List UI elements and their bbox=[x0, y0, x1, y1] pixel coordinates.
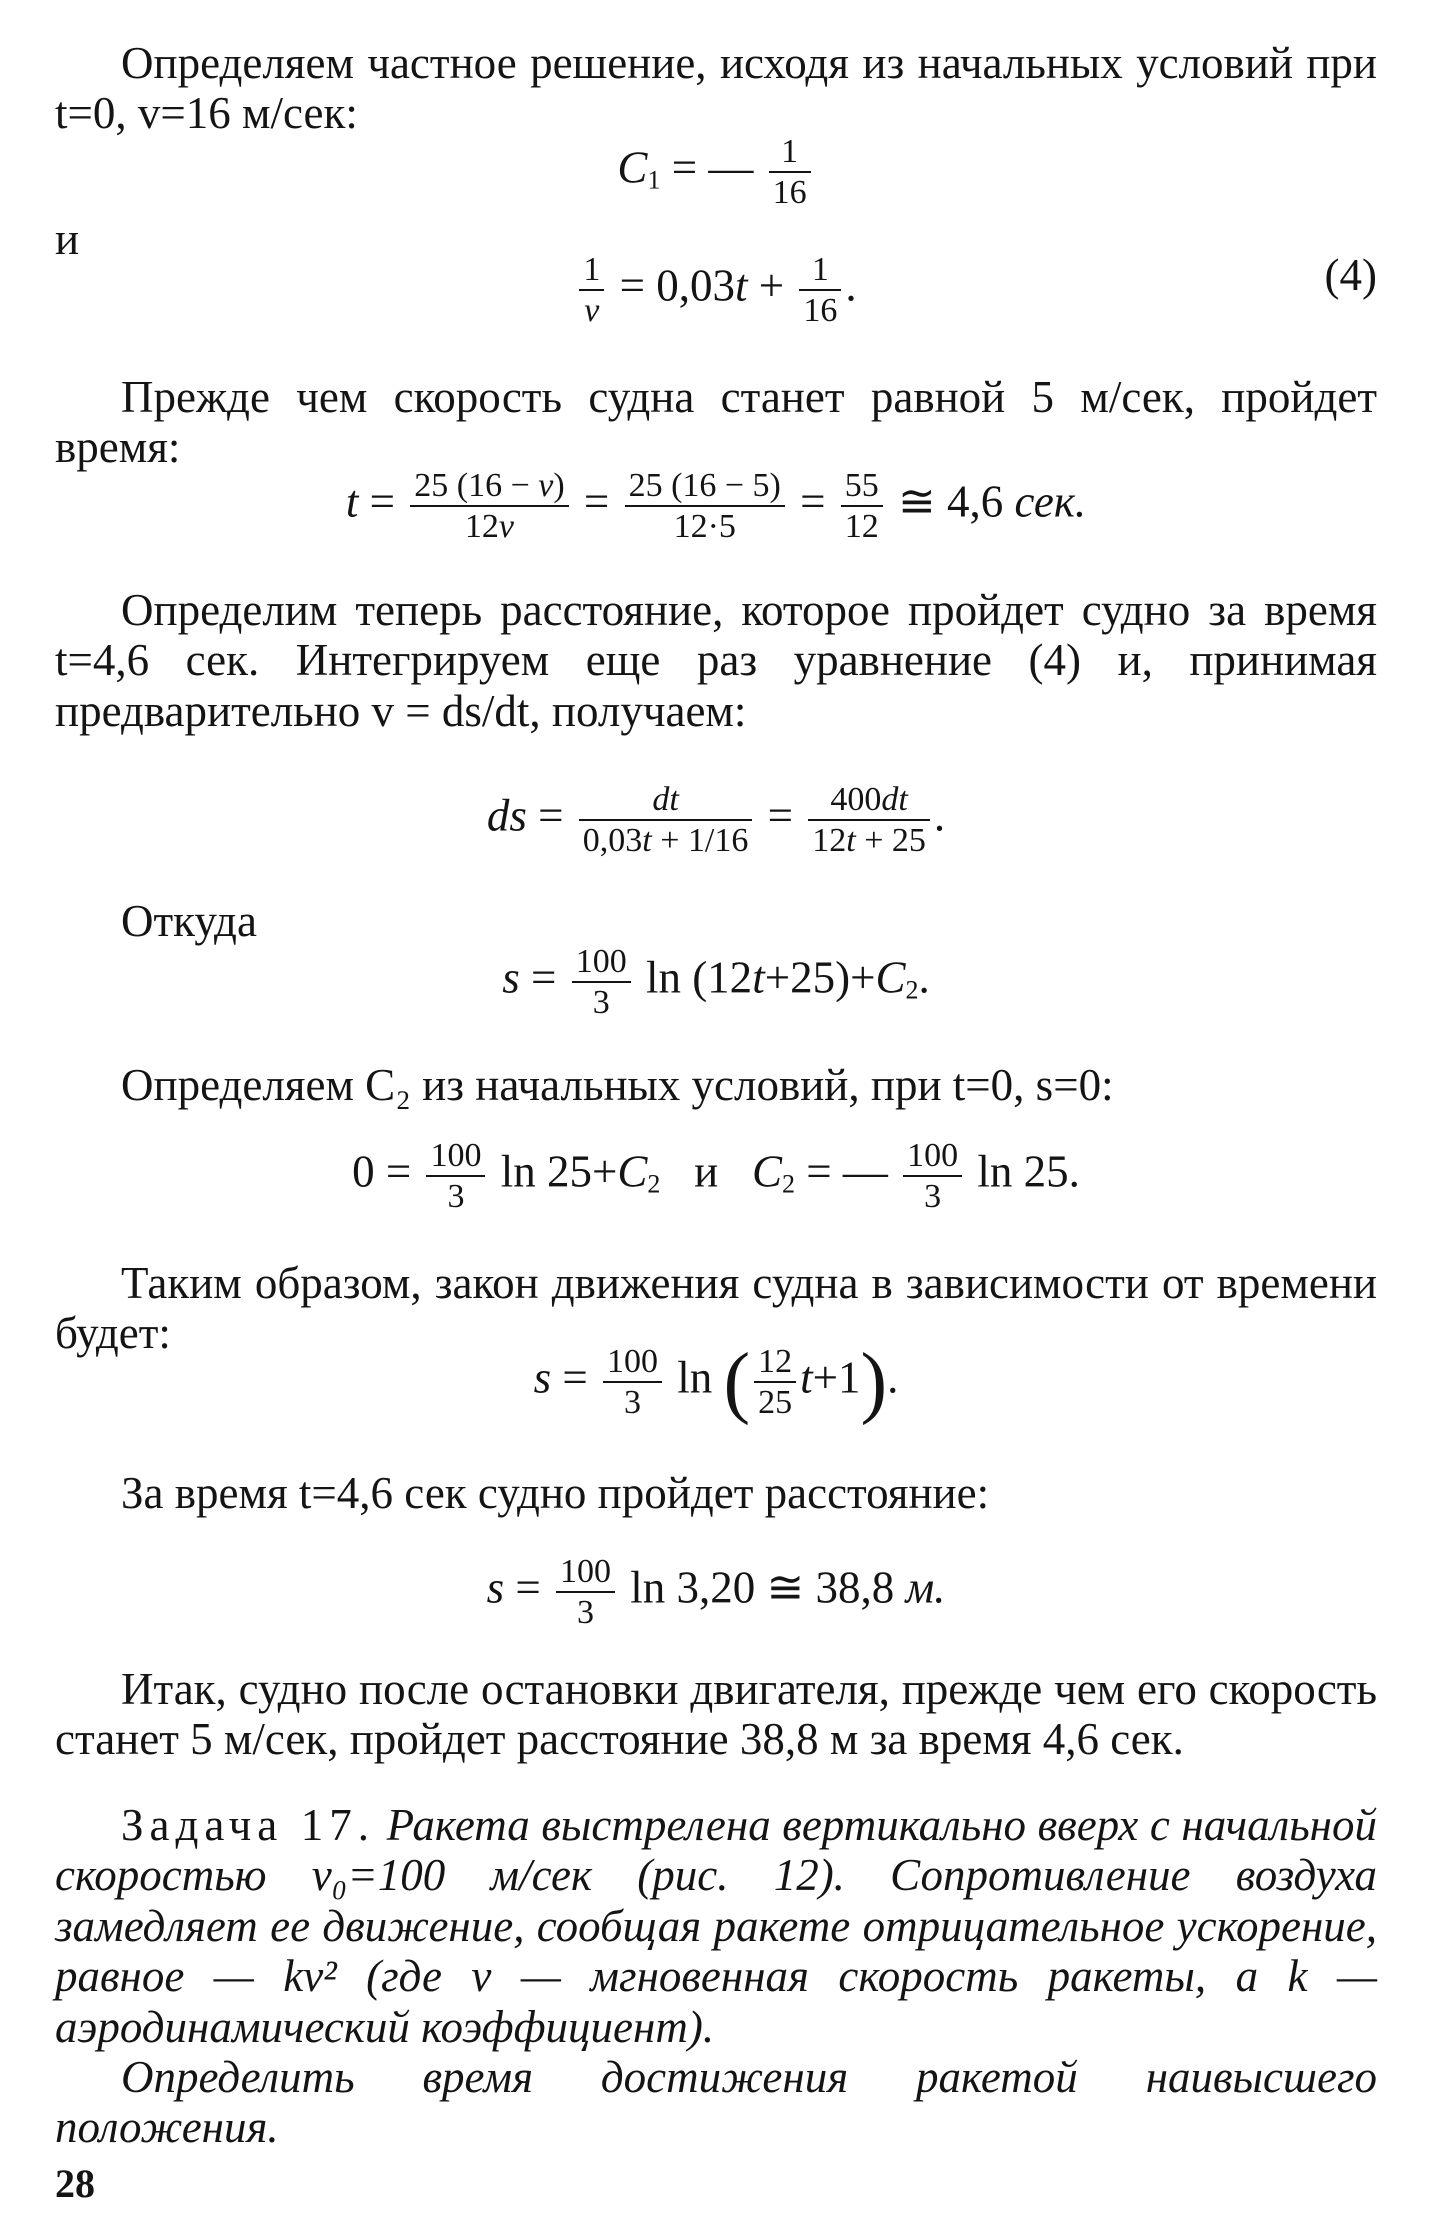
conjunction-and: и bbox=[55, 214, 80, 264]
equation-time: t = $\frac{25 (16 - v)}{12v}$ = $\frac{25 (16 - 5)}{12\cdot 5}$ = $\frac{55}{12}$ ≅ 4,6 сек. bbox=[345, 467, 1087, 546]
task-label: Задача 17. bbox=[121, 1800, 376, 1850]
equation-c2: 0 = $\frac{100}{3}$ $\ln 25+C_2$ и $C_2$ = — $\frac{100}{3}$ ln 25. bbox=[352, 1137, 1080, 1216]
task-17 bbox=[55, 1800, 1377, 2153]
paragraph-initial-conditions bbox=[55, 38, 1377, 139]
task-question: Определить время достижения ракетой наивысшего положения. bbox=[55, 2051, 1377, 2153]
equation-c1: $C_1$ = — $\frac{1}{16}$ bbox=[55, 132, 1377, 212]
paragraph-text: Определяем C₂ из начальных условий, при t=0, s=0: bbox=[121, 1060, 1114, 1110]
paragraph-text: Итак, судно после остановки двигателя, прежде чем его скорость станет 5 м/сек, пройдет расстояние 38,8 м за время 4,6 сек. bbox=[55, 1664, 1377, 1765]
paragraph-time bbox=[55, 372, 1377, 473]
paragraph-text: Определим теперь расстояние, которое пройдет судно за время t=4,6 сек. Интегрируем еще раз уравнение (4) и, принимая предварительно v = ds/dt, получаем: bbox=[55, 585, 1377, 736]
paragraph-c2 bbox=[55, 1060, 1377, 1110]
word-otkuda: Откуда bbox=[121, 896, 257, 946]
equation-law: s = $\frac{100}{3}$ ln ( $\frac{12}{25}$ t+1). bbox=[533, 1338, 899, 1427]
paragraph-text: За время t=4,6 сек судно пройдет расстояние: bbox=[121, 1468, 990, 1518]
paragraph-text: Определяем частное решение, исходя из начальных условий при t=0, v=16 м/сек: bbox=[55, 38, 1377, 139]
task-text: Ракета выстрелена вертикально вверх с начальной скоростью v₀=100 м/сек (рис. 12). Сопротивление воздуха замедляет ее движение, сообщая ракете отрицательное ускорение, равное — kv² (где v — мгновенная скорость ракеты, а k — аэродинамический коэффициент). bbox=[55, 1800, 1378, 2052]
equation-4: $\frac{1}{v}$ = 0,03t + $\frac{1}{16}$ . (4) bbox=[55, 250, 1377, 330]
paragraph-conclusion bbox=[55, 1664, 1377, 1765]
paragraph-result-intro bbox=[55, 1468, 1377, 1518]
paragraph-text: Прежде чем скорость судна станет равной 5 м/сек, пройдет время: bbox=[55, 372, 1377, 473]
page-number: 28 bbox=[55, 2161, 95, 2206]
equation-result: s = $\frac{100}{3}$ ln 3,20 ≅ 38,8 м. bbox=[486, 1553, 946, 1632]
equation-number: (4) bbox=[1324, 250, 1377, 300]
equation-ds: ds = $\frac{dt}{0,03t + 1/16}$ = $\frac{400dt}{12t + 25}$ . bbox=[486, 781, 946, 860]
paragraph-distance bbox=[55, 585, 1377, 736]
equation-s-general: s = $\frac{100}{3}$ $\ln (12t+25)+C_2$. bbox=[502, 943, 930, 1022]
paragraph-text: Таким образом, закон движения судна в зависимости от времени будет: bbox=[55, 1258, 1377, 1359]
